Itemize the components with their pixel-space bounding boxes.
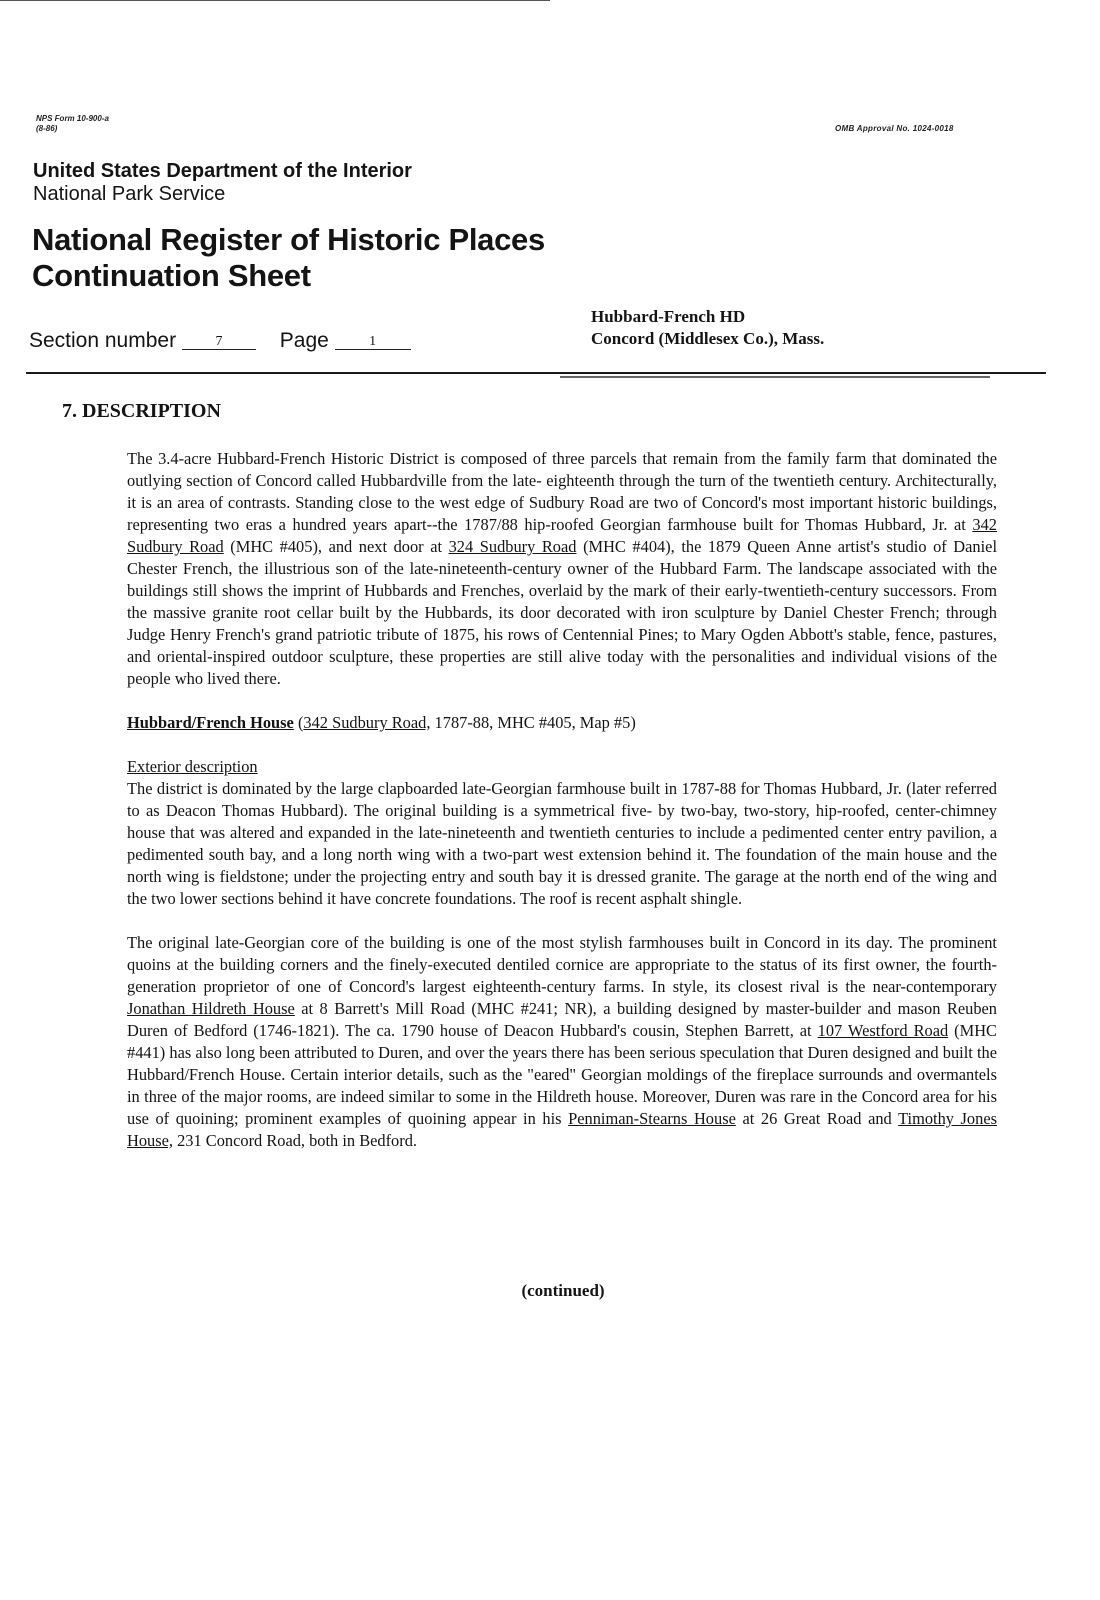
house-details: 1787-88, MHC #405, Map #5) <box>434 713 636 732</box>
exterior-heading-line <box>127 756 997 778</box>
agency-header <box>33 160 412 206</box>
house-address: 342 Sudbury Road, <box>303 713 431 732</box>
core-text-a: The original late-Georgian core of the building is one of the most stylish farmhouses built in Concord in its day. The prominent quoins at the building corners and the finely-executed dentiled cornice are appropriate to the status of its first owner, the fourth-generation proprietor of one of Concord's largest eighteenth-century farms. In style, its closest rival is the near-contemporary <box>127 933 997 996</box>
core-text-d: at 26 Great Road and <box>742 1109 892 1128</box>
page-label: Page <box>279 329 329 352</box>
section-number-value: 7 <box>182 335 256 350</box>
link-penniman-stearns-house: Penniman-Stearns House <box>568 1109 736 1128</box>
overview-text-a: The 3.4-acre Hubbard-French Historic District is composed of three parcels that remain from the family farm that dominated the outlying section of Concord called Hubbardville from the late- eighteenth through the turn of the twentieth century. Architecturally, it is an area of contrasts. Standing close to the west edge of Sudbury Road are two of Concord's most important historic buildings, representing two eras a hundred years apart--the 1787/88 hip-roofed Georgian farmhouse built for Thomas Hubbard, Jr. at <box>127 449 997 534</box>
core-text-b: at 8 Barrett's Mill Road (MHC #241; NR), a building designed by master-builder and mason Reuben Duren of Bedford (1746-1821). The ca. 1790 house of Deacon Hubbard's cousin, Stephen Barrett, at <box>127 999 997 1040</box>
paragraph-exterior: The district is dominated by the large clapboarded late-Georgian farmhouse built in 1787-88 for Thomas Hubbard, Jr. (later referred to as Deacon Thomas Hubbard). The original building is a symmetrical five- by two-bay, two-story, hip-roofed, center-chimney house that was altered and expanded in the late-nineteenth and twentieth centuries to include a pedimented center entry pavilion, a pedimented south bay, and a long north wing with a two-part west extension behind it. The foundation of the main house and the north wing is fieldstone; under the projecting entry and south bay it is dressed granite. The garage at the north end of the wing and the two lower sections behind it have concrete foundations. The roof is recent asphalt shingle. <box>127 779 997 908</box>
description-body <box>127 448 997 1174</box>
header-divider-secondary <box>560 376 990 378</box>
address-link-342-sudbury: 342 Sudbury Road <box>127 515 997 556</box>
address-link-324-sudbury: 324 Sudbury Road <box>448 537 577 556</box>
house-paren: ( <box>297 713 304 732</box>
property-info <box>591 306 824 350</box>
form-date-text: (8-86) <box>36 124 58 133</box>
header-divider <box>26 372 1046 374</box>
agency-name: United States Department of the Interior <box>33 160 412 182</box>
core-text-c: (MHC #441) has also long been attributed to Duren, and over the years there has been serious speculation that Duren designed and built the Hubbard/French House. Certain interior details, such as the "eared" Georgian moldings of the fireplace surrounds and overmantels in three of the major rooms, are indeed similar to some in the Hildreth house. Moreover, Duren was rare in the Concord area for his use of quoining; prominent examples of quoining appear in his <box>127 1021 997 1128</box>
form-number-text: NPS Form 10-900-a <box>36 114 109 123</box>
section-page-line <box>29 329 411 353</box>
link-jonathan-hildreth-house: Jonathan Hildreth House <box>127 999 295 1018</box>
form-number <box>36 114 109 134</box>
document-title-line2: Continuation Sheet <box>32 258 311 293</box>
omb-approval: OMB Approval No. 1024-0018 <box>835 124 954 133</box>
continued-note: (continued) <box>521 1281 605 1300</box>
overview-text-b: (MHC #405), and next door at <box>230 537 443 556</box>
core-text-e: 231 Concord Road, both in Bedford. <box>177 1131 418 1150</box>
scan-edge-line <box>0 0 550 1</box>
paragraph-overview <box>127 448 997 690</box>
link-timothy-jones-house: Timothy Jones House, <box>127 1109 997 1150</box>
house-heading: Hubbard/French House <box>127 713 294 732</box>
page-number-value: 1 <box>335 335 411 350</box>
document-title <box>32 222 545 294</box>
section-number-label: Section number <box>29 329 177 352</box>
property-location: Concord (Middlesex Co.), Mass. <box>591 329 825 348</box>
link-107-westford-road: 107 Westford Road <box>817 1021 949 1040</box>
section-heading: 7. DESCRIPTION <box>62 400 221 422</box>
service-name: National Park Service <box>33 183 226 205</box>
exterior-heading: Exterior description <box>127 757 258 776</box>
overview-text-c: (MHC #404), the 1879 Queen Anne artist's studio of Daniel Chester French, the illustrious son of the late-nineteenth-century owner of the Hubbard Farm. The landscape associated with the buildings still shows the imprint of Hubbards and Frenches, overlaid by the mark of their early-twentieth-century successors. From the massive granite root cellar built by the Hubbards, its door decorated with iron sculpture by Daniel Chester French; through Judge Henry French's grand patriotic tribute of 1875, his rows of Centennial Pines; to Mary Ogden Abbott's stable, fence, pastures, and oriental-inspired outdoor sculpture, these properties are still alive today with the personalities and individual visions of the people who lived there. <box>127 537 997 688</box>
document-title-line1: National Register of Historic Places <box>32 222 545 257</box>
property-name: Hubbard-French HD <box>591 307 746 326</box>
paragraph-georgian-core <box>127 932 997 1152</box>
house-heading-line <box>127 712 997 734</box>
